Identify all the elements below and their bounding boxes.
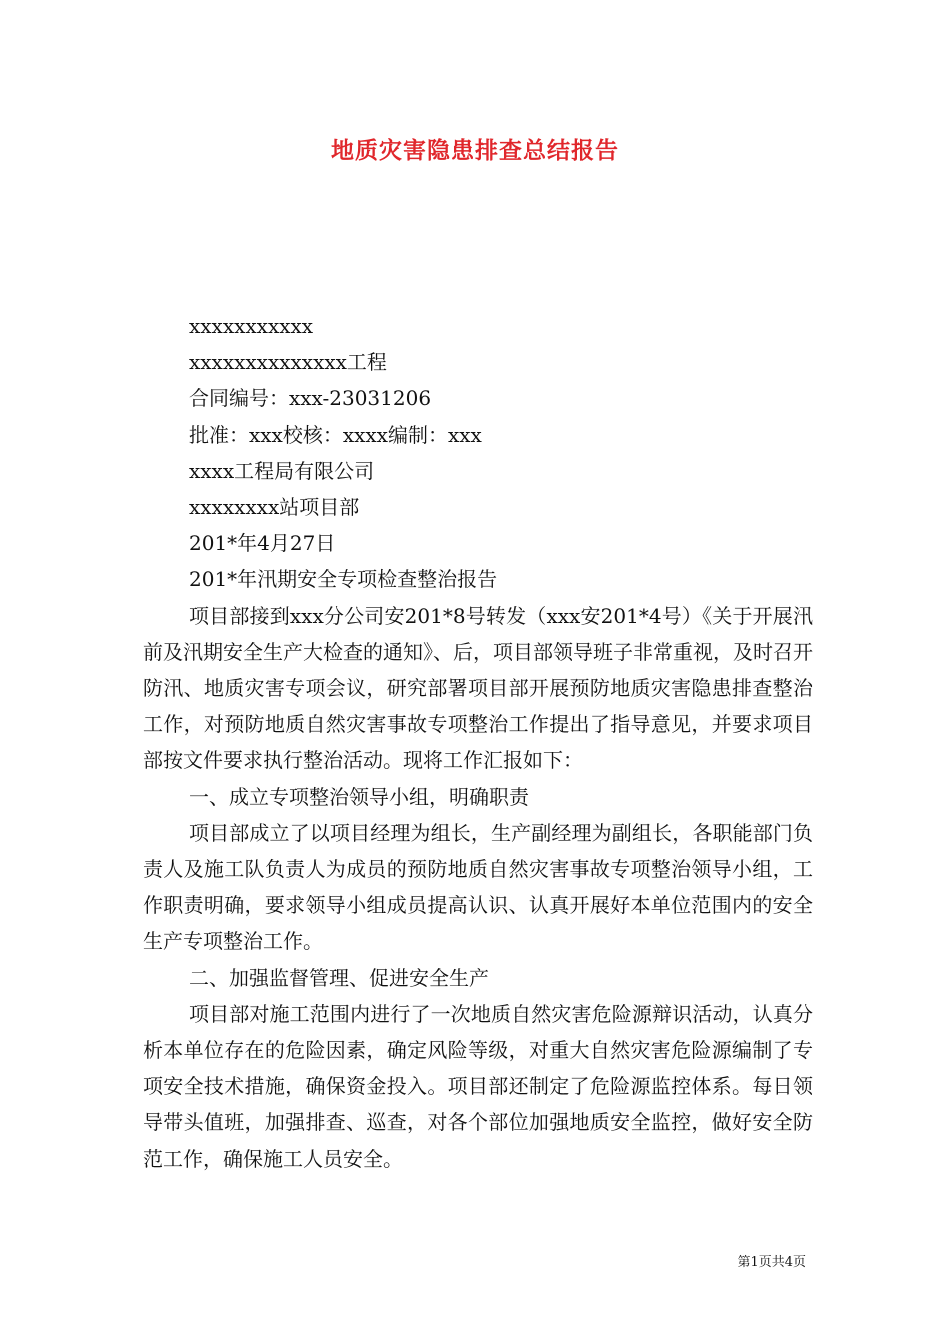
header-line: xxxxxxxxxxx [189, 314, 314, 338]
document-title: 地质灾害隐患排查总结报告 [331, 138, 619, 164]
header-line: 合同编号：xxx-23031206 [189, 386, 432, 411]
header-line: xxxxxxxxxxxxxx工程 [189, 350, 387, 375]
intro-paragraph: 项目部接到xxx分公司安201*8号转发（xxx安201*4号）《关于开展汛前及汛期安全生产大检查的通知》、后，项目部领导班子非常重视，及时召开防汛、地质灾害专项会议，研究部署项目部开展预防地质灾害隐患排查整治工作，对预防地质自然灾害事故专项整治工作提出了指导意见，并要求项目部按文件要求执行整治活动。现将工作汇报如下： [143, 603, 813, 773]
section-paragraph: 项目部对施工范围内进行了一次地质自然灾害危险源辩识活动，认真分析本单位存在的危险因素，确定风险等级，对重大自然灾害危险源编制了专项安全技术措施，确保资金投入。项目部还制定了危险源监控体系。每日领导带头值班，加强排查、巡查，对各个部位加强地质安全监控，做好安全防范工作，确保施工人员安全。 [143, 1001, 813, 1171]
document-body [143, 308, 813, 1177]
section-paragraph: 项目部成立了以项目经理为组长，生产副经理为副组长，各职能部门负责人及施工队负责人为成员的预防地质自然灾害事故专项整治领导小组，工作职责明确，要求领导小组成员提高认识、认真开展好本单位范围内的安全生产专项整治工作。 [143, 820, 813, 954]
section-heading: 一、成立专项整治领导小组，明确职责 [189, 784, 529, 809]
header-line: xxxxxxxx站项目部 [189, 495, 360, 520]
header-line: xxxx工程局有限公司 [189, 458, 375, 483]
header-line: 201*年4月27日 [189, 531, 336, 556]
header-line: 批准：xxx校核：xxxx编制：xxx [189, 422, 482, 447]
section-heading: 二、加强监督管理、促进安全生产 [189, 965, 489, 990]
page-indicator: 第1页共4页 [737, 1255, 806, 1270]
header-line: 201*年汛期安全专项检查整治报告 [189, 567, 498, 592]
